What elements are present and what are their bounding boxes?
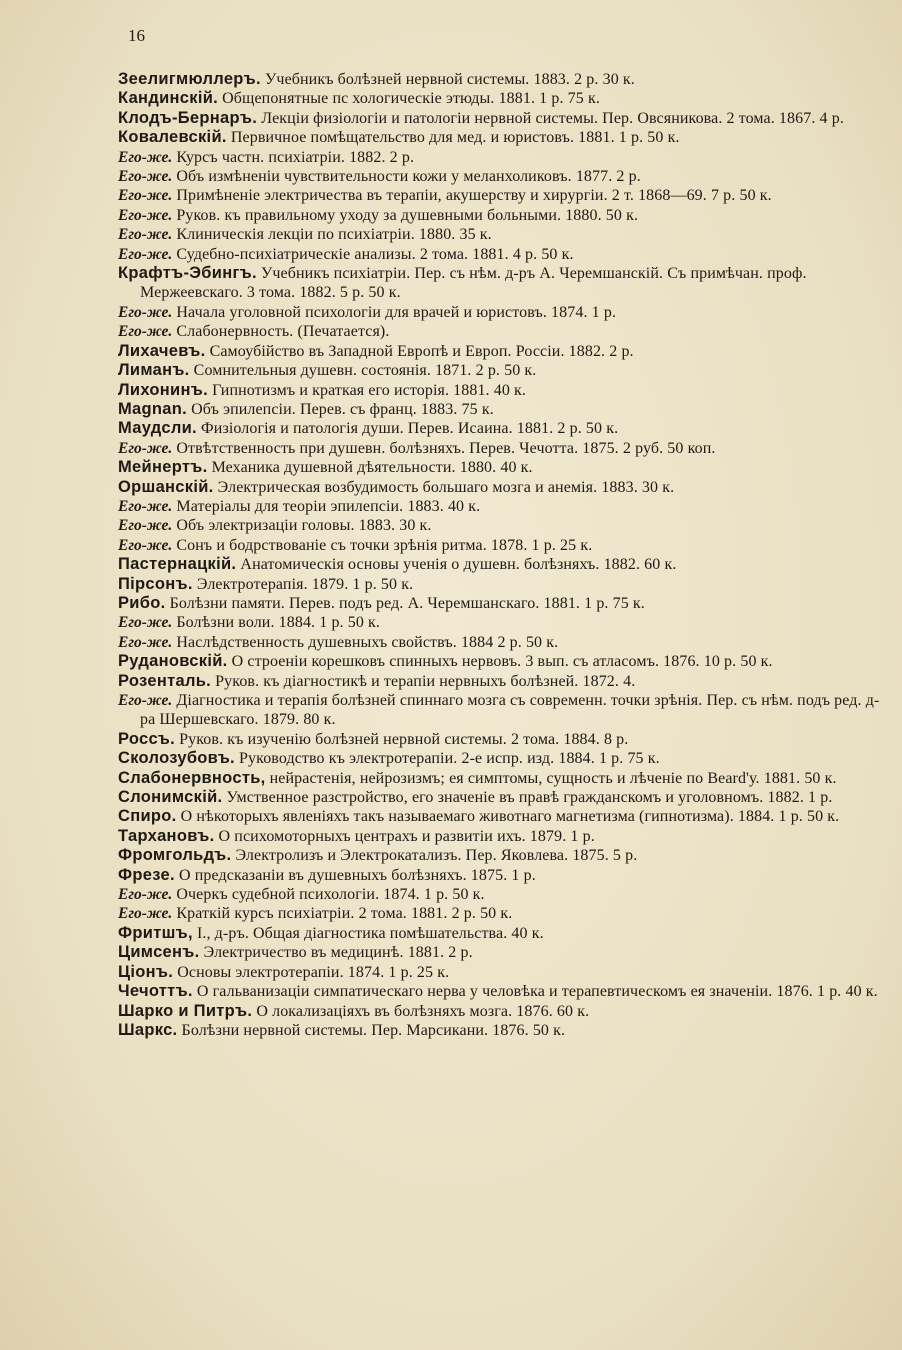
entry-description: Судебно-психіатрическіе анализы. 2 тома. 1881. 4 р. 50 к. (172, 245, 574, 263)
entry-author: Слонимскій. (118, 788, 223, 807)
entry-author: Крафтъ-Эбингъ. (118, 264, 257, 283)
entry-description: О гальванизаціи симпатическаго нерва у человѣка и терапевтическомъ ея значеніи. 1876. 1 р. 40 к. (192, 983, 878, 1001)
catalog-entry (118, 691, 880, 730)
entry-description: Учебникъ болѣзней нервной системы. 1883. 2 р. 30 к. (260, 71, 635, 88)
entry-author: Шаркс. (118, 1020, 178, 1039)
entry-description: Слабонервность. (Печатается). (172, 323, 390, 341)
entry-description: Основы электротерапіи. 1874. 1 р. 25 к. (173, 963, 450, 981)
catalog-entry (118, 536, 880, 555)
entry-description: Первичное помѣщательство для мед. и юристовъ. 1881. 1 р. 50 к. (226, 129, 680, 147)
catalog-entry (118, 381, 880, 400)
entry-author: Пастернацкій. (118, 555, 237, 574)
catalog-entry (118, 1021, 880, 1040)
entry-description: Электротерапія. 1879. 1 р. 50 к. (192, 575, 414, 593)
catalog-entry (118, 885, 880, 904)
entry-description: Матеріалы для теоріи эпилепсіи. 1883. 40 к. (172, 497, 481, 515)
entry-author: Клодъ-Бернаръ. (118, 108, 258, 127)
entry-description: О предсказаніи въ душевныхъ болѣзняхъ. 1875. 1 р. (174, 866, 536, 884)
catalog-entry (118, 613, 880, 632)
entry-author: Его-же. (118, 323, 173, 341)
entry-author: Его-же. (118, 614, 173, 632)
entry-description: І., д-ръ. Общая діагностика помѣшательства. 40 к. (192, 924, 544, 942)
entry-author: Его-же. (118, 517, 173, 535)
catalog-entry (118, 458, 880, 477)
catalog-entry (118, 70, 880, 89)
entry-author: Ковалевскій. (118, 128, 227, 147)
entry-description: О локализаціяхъ въ болѣзняхъ мозга. 1876. 60 к. (252, 1002, 590, 1020)
catalog-entry (118, 361, 880, 380)
entry-author: Слабонервность, (118, 768, 266, 787)
catalog-entry (118, 963, 880, 982)
entry-description: Умственное разстройство, его значеніе въ правѣ гражданскомъ и уголовномъ. 1882. 1 р. (222, 789, 833, 807)
catalog-entry (118, 478, 880, 497)
entry-description: Курсъ частн. психіатріи. 1882. 2 р. (172, 148, 415, 166)
entry-description: Примѣненіе электричества въ терапіи, акушерству и хирургіи. 2 т. 1868—69. 7 р. 50 к. (172, 187, 772, 205)
entry-description: Болѣзни нервной системы. Пер. Марсикани. 1876. 50 к. (177, 1021, 566, 1039)
catalog-entry (118, 342, 880, 361)
entry-author: Шарко и Питръ. (118, 1001, 253, 1020)
entry-description: О нѣкоторыхъ явленіяхъ такъ называемаго животнаго магнетизма (гипнотизма). 1884. 1 р. 50 к. (176, 808, 840, 826)
catalog-entry (118, 497, 880, 516)
entry-description: Руководство къ электротерапіи. 2-е испр. изд. 1884. 1 р. 75 к. (234, 750, 660, 768)
catalog-entry (118, 730, 880, 749)
entry-author: Его-же. (118, 886, 173, 904)
entry-author: Лихонинъ. (118, 380, 208, 399)
entry-description: Физіологія и патологія души. Перев. Исаина. 1881. 2 р. 50 к. (196, 420, 619, 438)
entry-author: Его-же. (118, 206, 173, 224)
entry-author: Его-же. (118, 303, 173, 321)
catalog-entry (118, 924, 880, 943)
entry-author: Спиро. (118, 807, 177, 826)
catalog-entry (118, 575, 880, 594)
catalog-entry (118, 516, 880, 535)
entry-author: Его-же. (118, 168, 173, 186)
entry-author: Фрезе. (118, 865, 175, 884)
entry-description: Очеркъ судебной психологіи. 1874. 1 р. 50 к. (172, 886, 485, 904)
entry-author: Россъ. (118, 729, 176, 748)
entry-author: Его-же. (118, 692, 173, 709)
entry-description: Учебникъ психіатріи. Пер. съ нѣм. д-ръ А. Черемшанскій. Съ примѣчан. проф. Мержеевскаго. 3 тома. 1882. 5 р. 50 к. (140, 265, 807, 302)
entry-author: Тархановъ. (118, 826, 215, 845)
entry-author: Его-же. (118, 633, 173, 651)
entry-description: Общепонятные пс хологическіе этюды. 1881. 1 р. 75 к. (218, 90, 600, 108)
catalog-entry (118, 749, 880, 768)
catalog-entry (118, 89, 880, 108)
catalog-entry (118, 807, 880, 826)
entry-description: Электричество въ медицинѣ. 1881. 2 р. (199, 944, 473, 962)
entry-description: Электрическая возбудимость большаго мозга и анемія. 1883. 30 к. (213, 478, 675, 496)
catalog-entry (118, 769, 880, 788)
entry-author: Фромгольдъ. (118, 846, 232, 865)
entry-author: Ціонъ. (118, 962, 174, 981)
entry-author: Magnan. (118, 399, 188, 418)
page-number: 16 (128, 26, 145, 45)
entry-description: нейрастенія, нейрозизмъ; ея симптомы, сущность и лѣченіе по Beard'у. 1881. 50 к. (265, 769, 837, 787)
catalog-entry (118, 827, 880, 846)
catalog-entry (118, 245, 880, 264)
entry-description: Объ электризаціи головы. 1883. 30 к. (172, 517, 432, 535)
catalog-entry (118, 400, 880, 419)
entry-description: Гипнотизмъ и краткая его исторія. 1881. 40 к. (207, 381, 527, 399)
catalog-entries (118, 70, 880, 1040)
entry-description: Руков. къ изученію болѣзней нервной системы. 2 тома. 1884. 8 р. (175, 730, 629, 748)
entry-author: Оршанскій. (118, 477, 214, 496)
entry-author: Его-же. (118, 226, 173, 244)
entry-author: Лихачевъ. (118, 341, 206, 360)
entry-description: Механика душевной дѣятельности. 1880. 40 к. (207, 459, 533, 477)
entry-author: Пірсонъ. (118, 574, 193, 593)
catalog-entry (118, 109, 880, 128)
catalog-entry (118, 846, 880, 865)
entry-author: Его-же. (118, 187, 173, 205)
catalog-entry (118, 225, 880, 244)
entry-author: Его-же. (118, 905, 173, 923)
entry-description: Электролизъ и Электрокатализъ. Пер. Яковлева. 1875. 5 р. (231, 847, 638, 865)
catalog-entry (118, 904, 880, 923)
entry-description: Краткій курсъ психіатріи. 2 тома. 1881. 2 р. 50 к. (172, 905, 513, 923)
entry-author: Чечоттъ. (118, 982, 193, 1001)
entry-description: Руков. къ правильному уходу за душевными больными. 1880. 50 к. (172, 206, 639, 224)
entry-description: Начала уголовной психологіи для врачей и юристовъ. 1874. 1 р. (172, 303, 617, 321)
catalog-entry (118, 866, 880, 885)
entry-author: Маудсли. (118, 419, 197, 438)
entry-author: Рибо. (118, 593, 166, 612)
entry-description: Лекціи физіологіи и патологіи нервной системы. Пер. Овсяникова. 2 тома. 1867. 4 р. (257, 109, 844, 127)
catalog-entry (118, 672, 880, 691)
entry-description: Анатомическія основы ученія о душевн. болѣзняхъ. 1882. 60 к. (236, 556, 677, 574)
entry-description: Болѣзни воли. 1884. 1 р. 50 к. (172, 614, 381, 632)
catalog-entry (118, 982, 880, 1001)
entry-author: Кандинскій. (118, 89, 219, 108)
entry-author: Рудановскій. (118, 652, 228, 671)
catalog-entry (118, 186, 880, 205)
catalog-entry (118, 633, 880, 652)
catalog-entry (118, 148, 880, 167)
catalog-entry (118, 943, 880, 962)
entry-description: Болѣзни памяти. Перев. подъ ред. А. Черемшанскаго. 1881. 1 р. 75 к. (165, 594, 645, 612)
entry-description: Сомнительныя душевн. состоянія. 1871. 2 р. 50 к. (189, 362, 537, 380)
entry-author: Его-же. (118, 245, 173, 263)
entry-description: О психомоторныхъ центрахъ и развитіи ихъ. 1879. 1 р. (214, 827, 595, 845)
catalog-entry (118, 555, 880, 574)
entry-description: Наслѣдственность душевныхъ свойствъ. 1884 2 р. 50 к. (172, 633, 559, 651)
entry-author: Мейнертъ. (118, 458, 208, 477)
catalog-entry (118, 322, 880, 341)
entry-author: Лиманъ. (118, 361, 190, 380)
catalog-entry (118, 652, 880, 671)
entry-description: Отвѣтственность при душевн. болѣзняхъ. Перев. Чечотта. 1875. 2 руб. 50 коп. (172, 439, 716, 457)
entry-description: Объ измѣненіи чувствительности кожи у меланхоликовъ. 1877. 2 р. (172, 168, 641, 186)
entry-author: Цимсенъ. (118, 943, 200, 962)
entry-description: Діагностика и терапія болѣзней спиннаго мозга съ современн. точки зрѣнія. Пер. съ нѣм. подъ ред. д-ра Шершевскаго. 1879. 80 к. (140, 692, 880, 729)
catalog-entry (118, 788, 880, 807)
catalog-entry (118, 303, 880, 322)
entry-author: Сколозубовъ. (118, 749, 235, 768)
entry-description: О строеніи корешковъ спинныхъ нервовъ. 3 вып. съ атласомъ. 1876. 10 р. 50 к. (227, 653, 773, 671)
catalog-entry (118, 594, 880, 613)
catalog-entry (118, 128, 880, 147)
entry-author: Фритшъ, (118, 923, 193, 942)
catalog-entry (118, 206, 880, 225)
catalog-entry (118, 167, 880, 186)
entry-description: Сонъ и бодрствованіе съ точки зрѣнія ритма. 1878. 1 р. 25 к. (172, 536, 593, 554)
entry-description: Самоубійство въ Западной Европѣ и Европ. Россіи. 1882. 2 р. (205, 342, 634, 360)
catalog-entry (118, 419, 880, 438)
entry-author: Розенталь. (118, 671, 212, 690)
entry-description: Руков. къ діагностикѣ и терапіи нервныхъ болѣзней. 1872. 4. (211, 672, 636, 690)
catalog-entry (118, 264, 880, 303)
entry-description: Клиническія лекціи по психіатріи. 1880. 35 к. (172, 226, 492, 244)
catalog-entry (118, 1002, 880, 1021)
catalog-entry (118, 439, 880, 458)
entry-author: Его-же. (118, 439, 173, 457)
entry-author: Зеелигмюллеръ. (118, 70, 261, 88)
entry-description: Объ эпилепсіи. Перев. съ франц. 1883. 75 к. (187, 400, 494, 418)
entry-author: Его-же. (118, 148, 173, 166)
entry-author: Его-же. (118, 536, 173, 554)
entry-author: Его-же. (118, 497, 173, 515)
